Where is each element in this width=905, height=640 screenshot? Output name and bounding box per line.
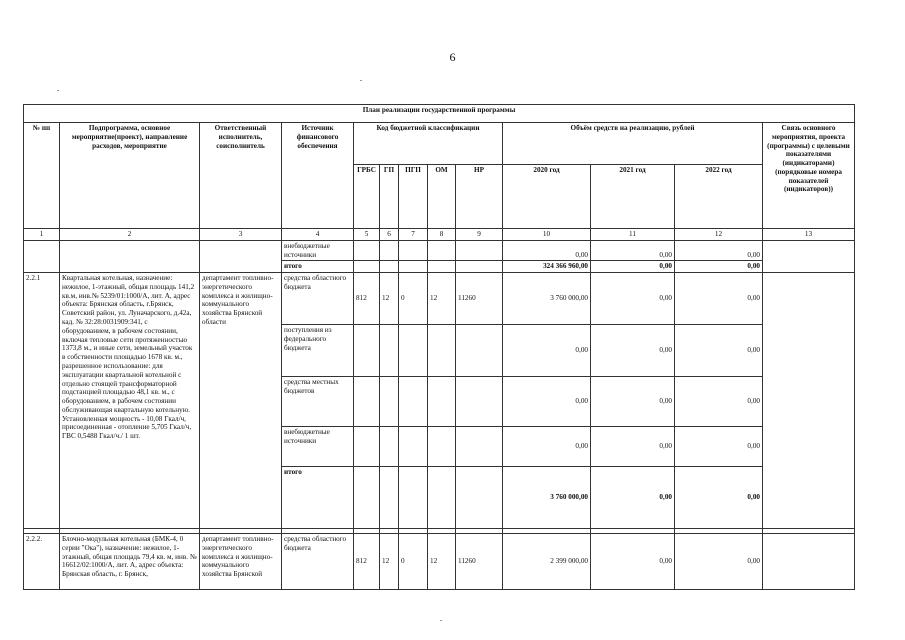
header-om: ОМ (428, 165, 456, 229)
table-row (24, 273, 855, 325)
header-grbs: ГРБС (354, 165, 380, 229)
value-2021: 0,00 (591, 467, 675, 529)
item-description: Блочно-модульная котельная (БМК-4, 0 серии "Ока"), назначение: нежилое, 1-этажный, общая площадь 79,4 кв. м, инв. № 16612/02:1000/А, лит. А, адрес объекта: Брянская область, г. Брянск, (60, 534, 200, 590)
col-number: 5 (354, 229, 380, 241)
grbs-cell: 812 (354, 273, 380, 325)
value-2022: 0,00 (675, 273, 763, 325)
item-description: Квартальная котельная, назначение: нежилое, 1-этажный, общая площадь 141,2 кв.м, инв.№ 5239/01:1000/А, лит. А, адрес объекта: Брянская область, г.Брянск, Советский район, ул. Луначарского, д.42а, кад. № 32:28:0031909:341, с оборудованием, в рабочем состоянии, включая тепловые сети протяженностью 1373,8 м., и иные сети, земельный участок в собственности площадью 1678 кв. м., разрешенное использование: для эксплуатации квартальной котельной с отдельно стоящей трансформаторной подстанцией площадью 48,1 кв. м., с оборудованием, в рабочем состоянии обслуживающая квартальную котельную. Установленная мощность - 10,08 Гкал/ч, присоединенная - отопление 5,705 Гкал/ч, ГВС 0,5488 Гкал/ч./ 1 шт. (60, 273, 200, 529)
table-row (24, 240, 855, 261)
value-2022: 0,00 (675, 467, 763, 529)
value-2020: 0,00 (503, 325, 591, 377)
pgp-cell: 0 (399, 273, 428, 325)
table-row (24, 534, 855, 590)
header-volume: Объём средств на реализацию, рублей (503, 123, 763, 165)
value-2021: 0,00 (591, 325, 675, 377)
value-2021: 0,00 (591, 534, 675, 590)
om-cell: 12 (428, 273, 456, 325)
scan-speck (360, 80, 362, 81)
value-2022: 0,00 (675, 377, 763, 427)
value-2020: 0,00 (503, 240, 591, 261)
value-2021: 0,00 (591, 273, 675, 325)
col-number: 9 (456, 229, 503, 241)
col-number: 7 (399, 229, 428, 241)
item-executor: департамент топливно-энергетического комплекса и жилищно-коммунального хозяйства Брянской (200, 534, 282, 590)
item-number: 2.2.1 (24, 273, 60, 529)
header-2020: 2020 год (503, 165, 591, 229)
source-cell: поступления из федерального бюджета (282, 325, 354, 377)
col-number: 13 (763, 229, 855, 241)
col-number: 6 (380, 229, 399, 241)
source-cell: внебюджетные источники (282, 240, 354, 261)
header-num: № пп (24, 123, 60, 229)
value-2022: 0,00 (675, 534, 763, 590)
header-link: Связь основного мероприятия, проекта (программы) с целевыми показателями (индикаторами) (порядковые номера показателей (индикаторов)) (763, 123, 855, 229)
header-executor: Ответственный исполнитель, соисполнитель (200, 123, 282, 229)
yar-cell: 11260 (456, 273, 503, 325)
source-cell: внебюджетные источники (282, 427, 354, 467)
source-cell: средства областного бюджета (282, 273, 354, 325)
grbs-cell: 812 (354, 534, 380, 590)
item-number: 2.2.2. (24, 534, 60, 590)
om-cell: 12 (428, 534, 456, 590)
col-number: 8 (428, 229, 456, 241)
col-number: 10 (503, 229, 591, 241)
value-2021: 0,00 (591, 261, 675, 273)
header-yar: НР (456, 165, 503, 229)
value-2020: 0,00 (503, 377, 591, 427)
page-number: 6 (449, 50, 456, 64)
value-2020: 2 399 000,00 (503, 534, 591, 590)
col-number: 1 (24, 229, 60, 241)
scan-speck (440, 620, 442, 621)
yar-cell: 11260 (456, 534, 503, 590)
header-pgp: ПГП (399, 165, 428, 229)
item-executor: департамент топливно-энергетического комплекса и жилищно-коммунального хозяйства Брянской области (200, 273, 282, 529)
value-2020: 3 760 000,00 (503, 273, 591, 325)
value-2021: 0,00 (591, 377, 675, 427)
value-2020: 3 760 000,00 (503, 467, 591, 529)
col-number: 12 (675, 229, 763, 241)
value-2022: 0,00 (675, 427, 763, 467)
header-source: Источник финансового обеспечения (282, 123, 354, 229)
source-cell: итого (282, 467, 354, 529)
col-number: 11 (591, 229, 675, 241)
gp-cell: 12 (380, 273, 399, 325)
header-budget-code: Код бюджетной классификации (354, 123, 503, 165)
value-2022: 0,00 (675, 325, 763, 377)
header-subprogram: Подпрограмма, основное мероприятие(проект), направление расходов, мероприятие (60, 123, 200, 229)
source-cell: средства местных бюджетов (282, 377, 354, 427)
header-2021: 2021 год (591, 165, 675, 229)
scan-speck (57, 90, 59, 91)
value-2022: 0,00 (675, 261, 763, 273)
pgp-cell: 0 (399, 534, 428, 590)
gp-cell: 12 (380, 534, 399, 590)
program-plan-table (23, 104, 855, 590)
value-2021: 0,00 (591, 427, 675, 467)
col-number: 3 (200, 229, 282, 241)
table-title: План реализации государственной программы (24, 105, 855, 123)
value-2020: 324 366 960,00 (503, 261, 591, 273)
value-2020: 0,00 (503, 427, 591, 467)
header-2022: 2022 год (675, 165, 763, 229)
header-gp: ГП (380, 165, 399, 229)
source-cell: итого (282, 261, 354, 273)
value-2021: 0,00 (591, 240, 675, 261)
col-number: 4 (282, 229, 354, 241)
source-cell: средства областного бюджета (282, 534, 354, 590)
col-number: 2 (60, 229, 200, 241)
value-2022: 0,00 (675, 240, 763, 261)
